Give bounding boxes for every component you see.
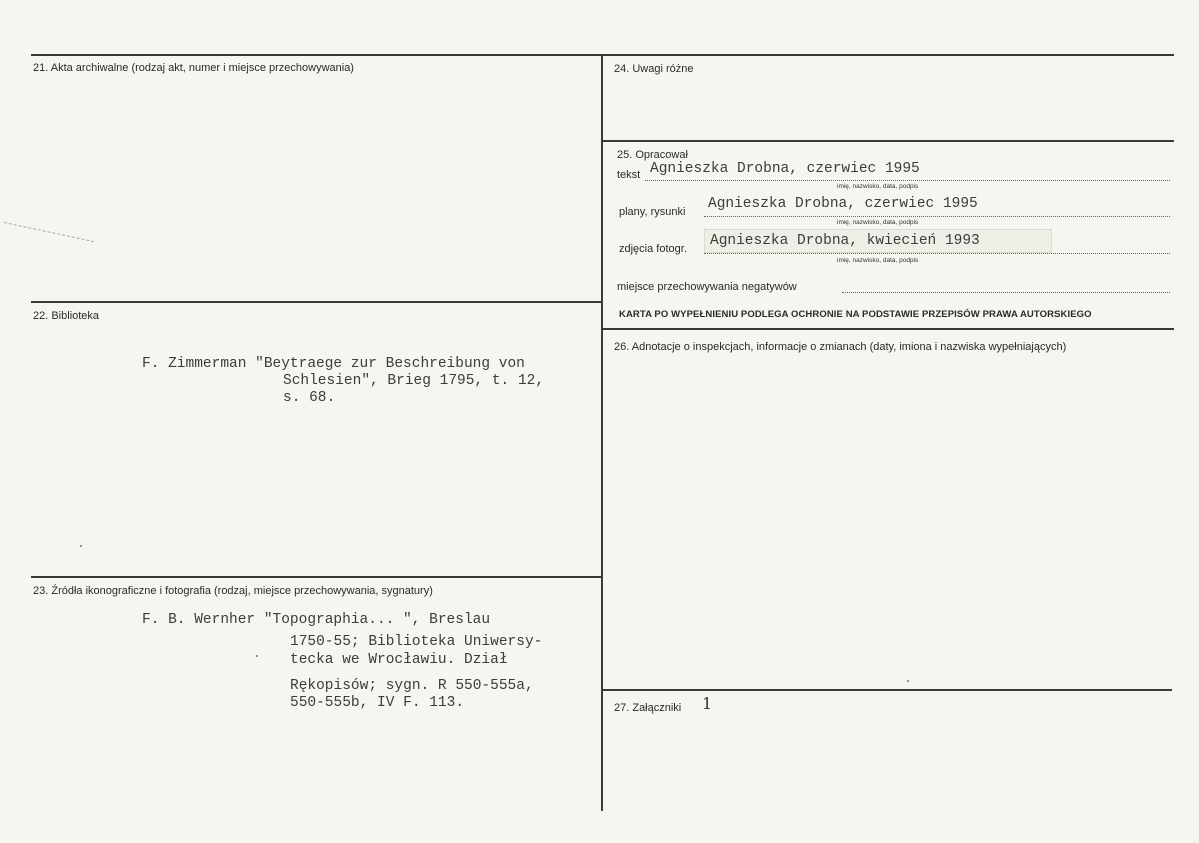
library-line-2: Schlesien", Brieg 1795, t. 12, bbox=[283, 373, 545, 389]
section-24-label: 24. Uwagi różne bbox=[614, 63, 694, 75]
plany-caption: imię, nazwisko, data, podpis bbox=[837, 219, 919, 226]
plany-value: Agnieszka Drobna, czerwiec 1995 bbox=[708, 196, 978, 212]
source-line-3: tecka we Wrocławiu. Dział bbox=[290, 652, 508, 668]
negatywy-label: miejsce przechowywania negatywów bbox=[617, 281, 797, 293]
tekst-value: Agnieszka Drobna, czerwiec 1995 bbox=[650, 161, 920, 177]
library-line-3: s. 68. bbox=[283, 390, 336, 406]
rule-24-25 bbox=[602, 140, 1174, 142]
source-line-1: F. B. Wernher "Topographia... ", Breslau bbox=[142, 612, 491, 628]
tekst-dotted-line bbox=[645, 180, 1170, 181]
library-line-1: F. Zimmerman "Beytraege zur Beschreibung von bbox=[142, 356, 525, 372]
negatywy-dotted-line bbox=[842, 292, 1170, 293]
copyright-notice: KARTA PO WYPEŁNIENIU PODLEGA OCHRONIE NA PODSTAWIE PRZEPISÓW PRAWA AUTORSKIEGO bbox=[619, 309, 1092, 320]
rule-25-26 bbox=[602, 328, 1174, 330]
rule-22-23 bbox=[31, 576, 602, 578]
section-25-label: 25. Opracował bbox=[617, 149, 688, 161]
rule-26-27 bbox=[602, 689, 1172, 691]
zdjecia-label: zdjęcia fotogr. bbox=[619, 243, 687, 255]
plany-dotted-line bbox=[704, 216, 1170, 217]
pencil-mark bbox=[4, 222, 94, 242]
section-26-label: 26. Adnotacje o inspekcjach, informacje o zmianach (daty, imiona i nazwiska wypełniających) bbox=[614, 341, 1067, 353]
zdjecia-dotted-line bbox=[704, 253, 1170, 254]
zdjecia-caption: imię, nazwisko, data, podpis bbox=[837, 257, 919, 264]
source-line-2: 1750-55; Biblioteka Uniwersy- bbox=[290, 634, 543, 650]
source-line-4: Rękopisów; sygn. R 550-555a, bbox=[290, 678, 534, 694]
section-21-label: 21. Akta archiwalne (rodzaj akt, numer i miejsce przechowywania) bbox=[33, 62, 354, 74]
speck bbox=[80, 545, 82, 547]
attachments-count: 1 bbox=[702, 694, 713, 713]
plany-label: plany, rysunki bbox=[619, 206, 686, 218]
tekst-caption: imię, nazwisko, data, podpis bbox=[837, 183, 919, 190]
speck bbox=[907, 680, 909, 682]
rule-21-22 bbox=[31, 301, 602, 303]
center-divider bbox=[601, 55, 603, 811]
section-22-label: 22. Biblioteka bbox=[33, 310, 100, 322]
source-line-5: 550-555b, IV F. 113. bbox=[290, 695, 465, 711]
speck bbox=[256, 655, 258, 657]
zdjecia-value: Agnieszka Drobna, kwiecień 1993 bbox=[710, 233, 980, 249]
section-27-label: 27. Załączniki bbox=[614, 702, 682, 714]
tekst-label: tekst bbox=[617, 169, 641, 181]
section-23-label: 23. Źródła ikonograficzne i fotografia (rodzaj, miejsce przechowywania, sygnatury) bbox=[33, 585, 433, 597]
